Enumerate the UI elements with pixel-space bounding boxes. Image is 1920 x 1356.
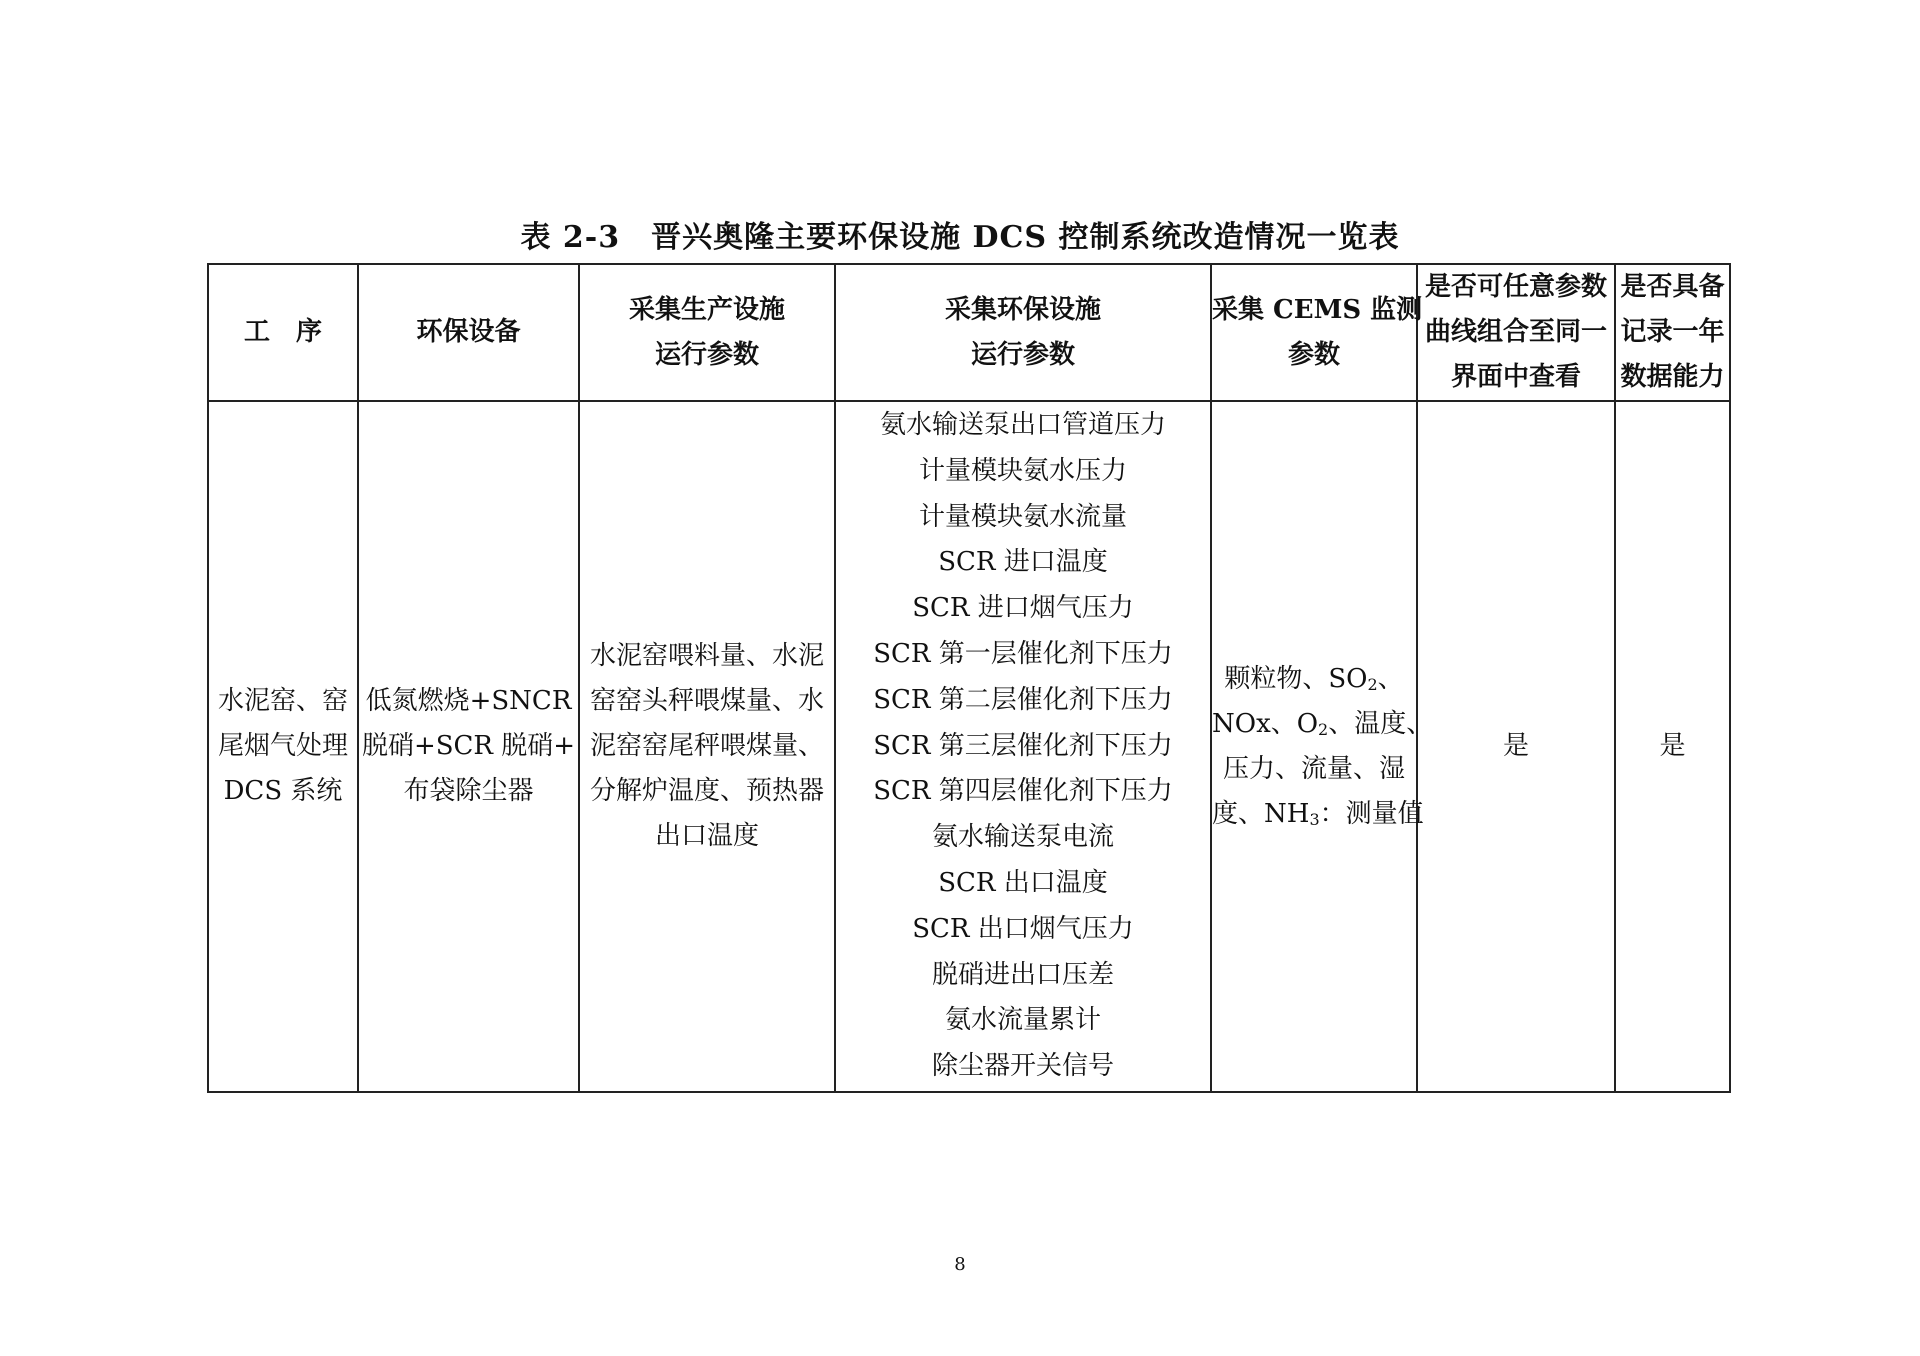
- cell-cems-params: 颗粒物、$SO_2$、 NOx、$O_2$、温度、 压力、流量、湿 度、$NH_3$：测量值: [1211, 401, 1417, 1092]
- cell-record-year: 是: [1615, 401, 1730, 1092]
- table-title: 表 2-3 晋兴奥隆主要环保设施 DCS 控制系统改造情况一览表: [520, 220, 1400, 255]
- cell-equipment: 低氮燃烧+SNCR 脱硝+SCR 脱硝+ 布袋除尘器: [358, 401, 579, 1092]
- param-line: SCR 进口温度: [938, 547, 1108, 578]
- param-line: 计量模块氨水压力: [918, 455, 1127, 486]
- header-env-params: 采集环保设施 运行参数: [835, 264, 1211, 401]
- param-line: SCR 进口烟气压力: [912, 593, 1134, 624]
- param-line: 脱硝进出口压差: [931, 959, 1114, 990]
- cell-process: 水泥窑、窑 尾烟气处理 DCS 系统: [208, 401, 358, 1092]
- dcs-retrofit-table: [207, 263, 1731, 1093]
- cell-env-params: [835, 401, 1211, 1092]
- header-process: 工 序: [208, 264, 358, 401]
- table-row: [208, 401, 1730, 1092]
- param-line: 氨水流量累计: [944, 1005, 1101, 1036]
- header-curve-view: 是否可任意参数 曲线组合至同一 界面中查看: [1417, 264, 1615, 401]
- param-line: 计量模块氨水流量: [918, 501, 1127, 532]
- header-row: [208, 264, 1730, 401]
- param-line: 氨水输送泵出口管道压力: [879, 410, 1166, 441]
- header-production-params: 采集生产设施 运行参数: [579, 264, 835, 401]
- cell-production-params: 水泥窑喂料量、水泥 窑窑头秤喂煤量、水 泥窑窑尾秤喂煤量、 分解炉温度、预热器 出口温度: [579, 401, 835, 1092]
- param-line: SCR 第一层催化剂下压力: [873, 639, 1173, 669]
- param-line: SCR 第二层催化剂下压力: [873, 684, 1173, 715]
- param-line: 氨水输送泵电流: [931, 822, 1114, 853]
- page-number: 8: [954, 1254, 966, 1275]
- param-line: SCR 出口温度: [938, 867, 1108, 898]
- header-cems-params: 采集 CEMS 监测 参数: [1211, 264, 1417, 401]
- header-equipment: 环保设备: [358, 264, 579, 401]
- header-record-year: 是否具备 记录一年 数据能力: [1615, 264, 1730, 401]
- cell-curve-view: 是: [1417, 401, 1615, 1092]
- param-line: SCR 第三层催化剂下压力: [873, 730, 1173, 761]
- param-line: SCR 出口烟气压力: [912, 913, 1134, 944]
- param-line: 除尘器开关信号: [931, 1051, 1114, 1082]
- param-line: SCR 第四层催化剂下压力: [873, 776, 1173, 807]
